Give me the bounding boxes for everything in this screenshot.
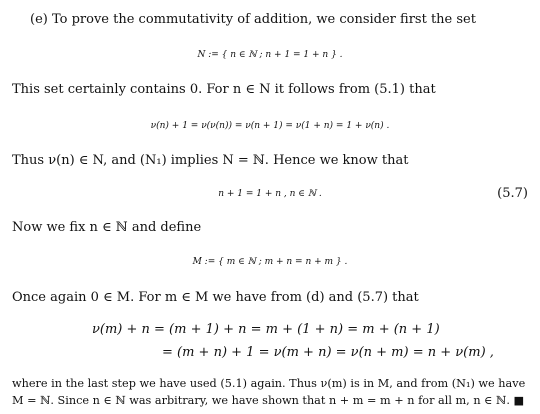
equation-chain-line-1: ν(m) + n = (m + 1) + n = m + (1 + n) = m + (n + 1) <box>92 322 440 337</box>
paragraph-conclusion-1: where in the last step we have used (5.1) again. Thus ν(m) is in M, and from (N₁) we have <box>12 377 526 390</box>
equation-5-7: n + 1 = 1 + n , n ∈ ℕ . <box>218 189 322 199</box>
paragraph-thus: Thus ν(n) ∈ N, and (N₁) implies N = ℕ. Hence we know that <box>12 153 409 168</box>
equation-set-M: M := { m ∈ ℕ ; m + n = n + m } . <box>192 257 348 267</box>
paragraph-fix-n: Now we fix n ∈ ℕ and define <box>12 220 202 235</box>
equation-chain-line-2: = (m + n) + 1 = ν(m + n) = ν(n + m) = n + ν(m) , <box>162 345 494 360</box>
paragraph-once-again: Once again 0 ∈ M. For m ∈ M we have from (d) and (5.7) that <box>12 290 419 305</box>
paragraph-conclusion-2: M = ℕ. Since n ∈ ℕ was arbitrary, we have shown that n + m = m + n for all m, n ∈ ℕ. ■ <box>12 394 525 407</box>
equation-successor: ν(n) + 1 = ν(ν(n)) = ν(n + 1) = ν(1 + n) = 1 + ν(n) . <box>150 121 390 131</box>
equation-set-N: N := { n ∈ ℕ ; n + 1 = 1 + n } . <box>197 50 343 60</box>
paragraph-contains-zero: This set certainly contains 0. For n ∈ N it follows from (5.1) that <box>12 82 436 97</box>
equation-number-5-7: (5.7) <box>497 186 528 201</box>
paragraph-intro: (e) To prove the commutativity of addition, we consider first the set <box>30 12 476 27</box>
